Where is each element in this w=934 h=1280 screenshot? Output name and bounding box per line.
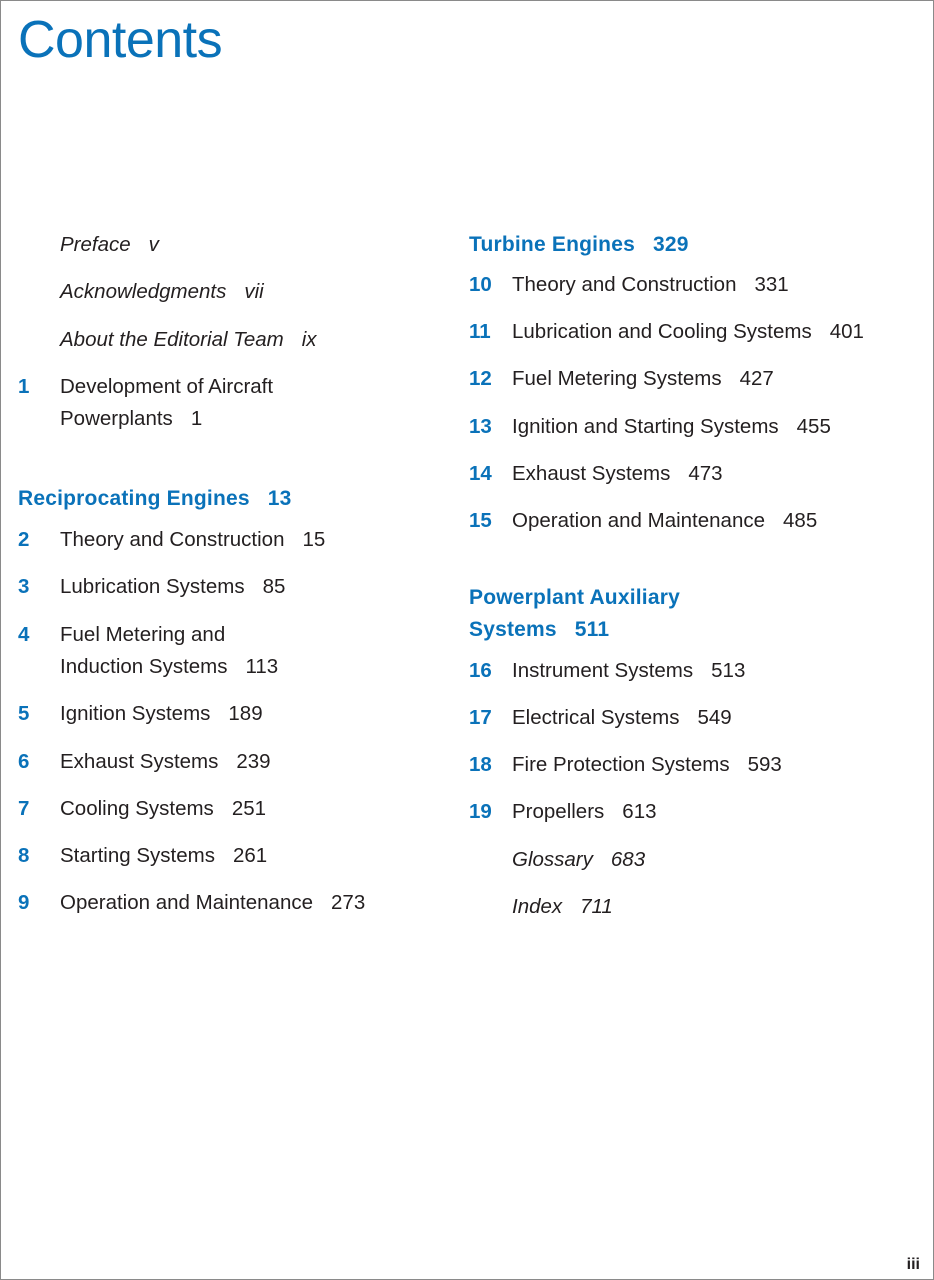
chapter-title: Operation and Maintenance (512, 509, 766, 532)
chapter-page: 455 (796, 415, 831, 438)
chapter-number: 3 (18, 575, 30, 598)
chapter-page: 485 (783, 509, 818, 532)
entry-page: 711 (580, 895, 613, 918)
chapter-title-line2: Powerplants (60, 407, 173, 430)
section-page: 511 (574, 618, 610, 641)
toc-entry-acknowledgments[interactable] (60, 276, 264, 308)
chapter-number: 14 (469, 462, 492, 485)
chapter-number: 15 (469, 509, 492, 532)
chapter-title: Starting Systems (60, 844, 215, 867)
chapter-title: Fire Protection Systems (512, 753, 730, 776)
toc-entry-preface[interactable] (60, 229, 159, 261)
chapter-page: 331 (754, 273, 789, 296)
chapter-page: 85 (262, 575, 286, 598)
chapter-page: 513 (711, 659, 746, 682)
chapter-number: 13 (469, 415, 492, 438)
chapter-title: Ignition and Starting Systems (512, 415, 779, 438)
chapter-number: 5 (18, 702, 30, 725)
chapter-number: 19 (469, 800, 492, 823)
chapter-title: Exhaust Systems (60, 750, 219, 773)
chapter-page: 251 (231, 797, 267, 820)
entry-title: Preface (60, 233, 131, 256)
chapter-title: Instrument Systems (512, 659, 694, 682)
chapter-number: 6 (18, 750, 30, 773)
chapter-title-line1: Fuel Metering and (60, 623, 226, 646)
chapter-title-line2: Induction Systems (60, 655, 228, 678)
entry-page: ix (301, 328, 317, 351)
chapter-title: Electrical Systems (512, 706, 680, 729)
chapter-number: 2 (18, 528, 30, 551)
chapter-page: 189 (228, 702, 263, 725)
chapter-number: 12 (469, 367, 492, 390)
chapter-page: 261 (232, 844, 268, 867)
chapter-title: Theory and Construction (60, 528, 285, 551)
chapter-title: Lubrication Systems (60, 575, 245, 598)
chapter-title: Ignition Systems (60, 702, 211, 725)
chapter-number: 11 (469, 320, 491, 343)
entry-title: Acknowledgments (60, 280, 227, 303)
chapter-number: 17 (469, 706, 492, 729)
chapter-page: 401 (829, 320, 864, 343)
chapter-number: 8 (18, 844, 30, 867)
section-title-line1: Powerplant Auxiliary (469, 586, 680, 609)
chapter-title: Cooling Systems (60, 797, 214, 820)
section-title: Turbine Engines (469, 233, 635, 256)
chapter-title: Propellers (512, 800, 605, 823)
toc-entry-editorial-team[interactable] (60, 324, 317, 356)
section-page: 13 (267, 487, 292, 510)
entry-title: About the Editorial Team (60, 328, 284, 351)
chapter-page: 239 (236, 750, 271, 773)
chapter-title: Operation and Maintenance (60, 891, 314, 914)
section-page: 329 (652, 233, 689, 256)
entry-page: v (148, 233, 159, 256)
chapter-number: 9 (18, 891, 30, 914)
entry-page: vii (244, 280, 264, 303)
chapter-number: 7 (18, 797, 30, 820)
chapter-title: Fuel Metering Systems (512, 367, 722, 390)
chapter-page: 613 (622, 800, 657, 823)
chapter-title: Lubrication and Cooling Systems (512, 320, 812, 343)
entry-title: Glossary (512, 848, 593, 871)
chapter-title: Exhaust Systems (512, 462, 671, 485)
chapter-page: 15 (302, 528, 326, 551)
chapter-number: 1 (18, 375, 30, 398)
chapter-page: 549 (697, 706, 732, 729)
chapter-title: Theory and Construction (512, 273, 737, 296)
chapter-title-line1: Development of Aircraft (60, 375, 274, 398)
section-heading-reciprocating-engines[interactable] (18, 483, 292, 515)
section-title: Reciprocating Engines (18, 487, 250, 510)
chapter-number: 10 (469, 273, 492, 296)
entry-page: 683 (610, 848, 646, 871)
chapter-page: 1 (190, 407, 203, 430)
chapter-page: 273 (331, 891, 366, 914)
page-folio: iii (906, 1256, 920, 1273)
chapter-number: 18 (469, 753, 492, 776)
page-title: Contents (18, 11, 223, 69)
chapter-page: 593 (747, 753, 782, 776)
chapter-page: 427 (739, 367, 774, 390)
section-heading-turbine-engines[interactable] (469, 229, 689, 261)
chapter-page: 473 (688, 462, 723, 485)
chapter-page: 113 (245, 655, 279, 678)
entry-title: Index (512, 895, 563, 918)
chapter-number: 16 (469, 659, 492, 682)
section-title-line2: Systems (469, 618, 557, 641)
toc-entry-glossary[interactable] (512, 844, 645, 876)
section-heading-powerplant-auxiliary-systems[interactable] (469, 582, 680, 646)
toc-entry-index[interactable] (512, 891, 613, 923)
chapter-number: 4 (18, 623, 30, 646)
